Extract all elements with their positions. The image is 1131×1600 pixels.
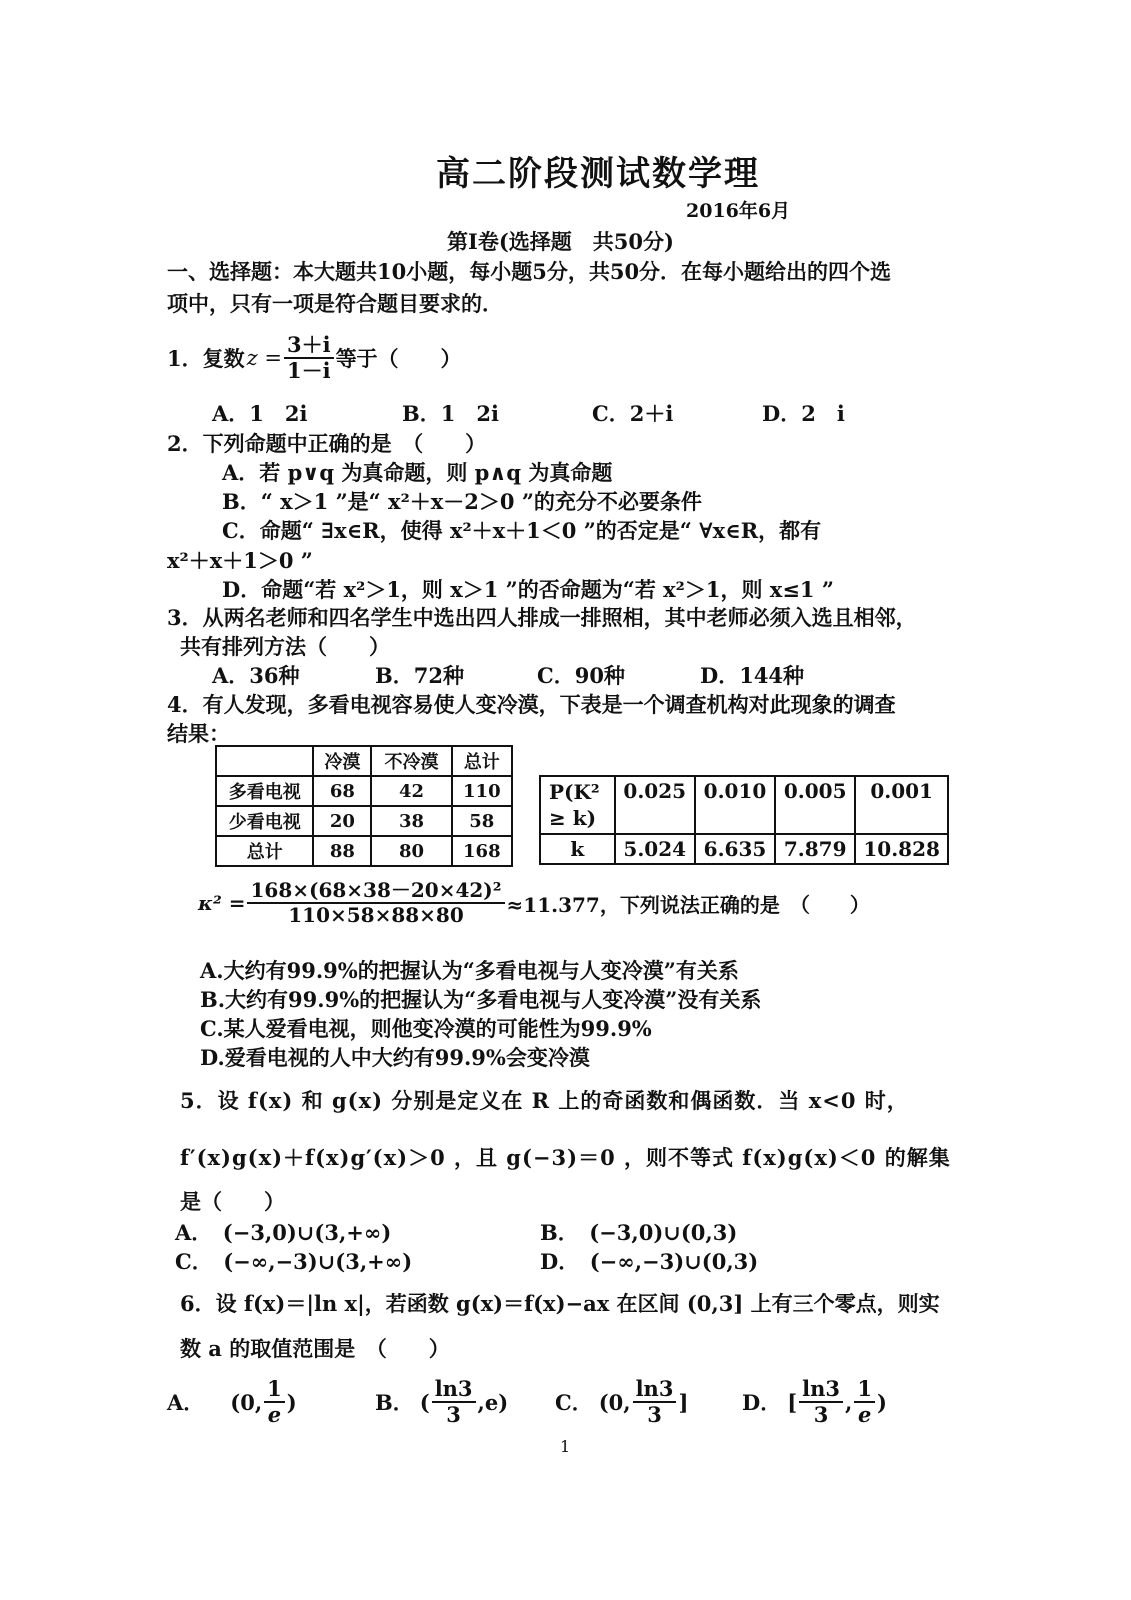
survey-table-header-cell: 总计 [452, 746, 512, 776]
q6-b-open: ( [419, 1389, 430, 1415]
p-value-cell: 0.025 [615, 776, 695, 834]
formula-numerator: 168×(68×38－20×42)² [247, 880, 504, 904]
table-cell: 20 [313, 806, 371, 836]
intro-line-1: 一、选择题：本大题共10小题，每小题5分，共50分．在每小题给出的四个选 [167, 259, 892, 284]
k-value-cell: 10.828 [855, 834, 948, 864]
question-1 [167, 334, 462, 382]
q6-c-fraction [633, 1378, 677, 1426]
k-value-cell: 6.635 [695, 834, 775, 864]
survey-table-header-cell: 不冷漠 [371, 746, 451, 776]
intro-line-2: 项中，只有一项是符合题目要求的． [167, 291, 503, 316]
q2-option-c-line2: x²＋x＋1＞0 ” [167, 548, 313, 573]
q3-option-c: C．90种 [537, 663, 625, 688]
q6-d-denominator-1: 3 [813, 1402, 829, 1428]
q5-option-a: A． (−3,0)∪(3,+∞) [175, 1220, 392, 1245]
q6-a-numerator: 1 [264, 1378, 285, 1403]
q2-stem: 2．下列命题中正确的是 （ ） [167, 431, 487, 456]
q1-suffix: 等于（ ） [335, 346, 462, 372]
k-value-cell: 5.024 [615, 834, 695, 864]
table-row [216, 776, 512, 806]
page-title: 高二阶段测试数学理 [436, 154, 760, 194]
survey-table-header-cell [216, 746, 313, 776]
table-cell: 42 [371, 776, 451, 806]
q6-c-label: C． [555, 1390, 593, 1416]
q6-d-fraction-1 [799, 1378, 843, 1426]
table-row [540, 776, 948, 834]
survey-table-header-row [216, 746, 512, 776]
survey-table [215, 745, 513, 867]
q1-z: z = [246, 346, 282, 371]
q6-d-denominator-2: e [857, 1402, 872, 1428]
q5-option-b: B． (−3,0)∪(0,3) [540, 1220, 738, 1245]
q6-c-denominator: 3 [647, 1402, 662, 1428]
p-label-line2: ≥ k) [549, 806, 597, 830]
q6-d-mid: , [845, 1389, 853, 1415]
q6-d-open: [ [787, 1389, 798, 1415]
survey-table-header-cell: 冷漠 [313, 746, 371, 776]
table-cell: 88 [313, 836, 371, 866]
q4-option-a: A.大约有99.9%的把握认为“多看电视与人变冷漠”有关系 [200, 958, 739, 983]
q5-option-d: D． (−∞,−3)∪(0,3) [540, 1249, 759, 1274]
formula-lhs: κ² = [198, 891, 246, 915]
q5-line2: f′(x)g(x)＋f(x)g′(x)＞0 ，且 g(−3)＝0 ，则不等式 f(x)g(x)＜0 的解集 [180, 1145, 951, 1170]
q2-option-b: B．“ x＞1 ”是“ x²＋x－2＞0 ”的充分不必要条件 [222, 489, 702, 514]
formula-rhs: ≈11.377，下列说法正确的是 （ ） [506, 892, 870, 917]
q4-stem-line1: 4．有人发现，多看电视容易使人变冷漠，下表是一个调查机构对此现象的调查 [167, 692, 896, 717]
exam-date: 2016年6月 [686, 200, 791, 222]
q6-d-close: ) [876, 1389, 887, 1415]
table-cell: 少看电视 [216, 806, 313, 836]
q4-option-b: B.大约有99.9%的把握认为“多看电视与人变冷漠”没有关系 [200, 987, 762, 1012]
q6-a-close: ) [286, 1389, 297, 1415]
q1-option-d: D．2 i [762, 401, 845, 426]
q6-b-label: B． [375, 1390, 414, 1416]
q6-b-close: ,e) [477, 1389, 509, 1415]
table-cell: 110 [452, 776, 512, 806]
q6-a-open: (0, [230, 1389, 263, 1415]
table-cell: 68 [313, 776, 371, 806]
q2-option-a: A．若 p∨q 为真命题，则 p∧q 为真命题 [222, 460, 613, 485]
q6-line2: 数 a 的取值范围是 （ ） [180, 1336, 450, 1361]
q3-stem-line2: 共有排列方法（ ） [180, 634, 390, 659]
q6-option-a [167, 1378, 297, 1426]
q6-d-numerator-2: 1 [854, 1378, 875, 1403]
q6-b-numerator: ln3 [432, 1378, 476, 1403]
table-cell: 168 [452, 836, 512, 866]
q6-a-label: A． [167, 1390, 205, 1416]
q4-option-d: D.爱看电视的人中大约有99.9%会变冷漠 [200, 1045, 590, 1070]
q6-b-denominator: 3 [446, 1402, 461, 1428]
q5-line3: 是（ ） [180, 1189, 285, 1214]
chi-square-formula [198, 880, 870, 926]
p-value-cell: 0.001 [855, 776, 948, 834]
q1-option-c: C．2＋i [592, 401, 674, 426]
p-label-line1: P(K² [549, 780, 600, 804]
table-cell: 总计 [216, 836, 313, 866]
q6-d-label: D． [742, 1390, 782, 1416]
q3-option-b: B．72种 [375, 663, 464, 688]
table-row [540, 834, 948, 864]
q6-option-d [742, 1378, 887, 1426]
q4-stem-line2: 结果： [167, 721, 230, 746]
table-cell: 多看电视 [216, 776, 313, 806]
q6-c-close: ] [678, 1389, 689, 1415]
p-label-cell [540, 776, 615, 834]
q1-option-a: A．1 2i [212, 401, 308, 426]
q1-option-b: B．1 2i [402, 401, 499, 426]
q1-denominator: 1－i [286, 358, 331, 384]
q1-numerator: 3＋i [284, 334, 334, 359]
q4-option-c: C.某人爱看电视，则他变冷漠的可能性为99.9% [200, 1016, 652, 1041]
table-cell: 58 [452, 806, 512, 836]
table-cell: 38 [371, 806, 451, 836]
section-heading: 第Ⅰ卷(选择题 共50分) [447, 229, 674, 254]
q3-option-a: A．36种 [212, 663, 300, 688]
k-label-cell: k [540, 834, 615, 864]
q6-option-b [375, 1378, 508, 1426]
q2-option-c-line1: C．命题“ ∃x∈R，使得 x²＋x＋1＜0 ”的否定是“ ∀x∈R，都有 [222, 518, 822, 543]
q6-b-fraction [432, 1378, 476, 1426]
table-cell: 80 [371, 836, 451, 866]
q3-stem-line1: 3．从两名老师和四名学生中选出四人排成一排照相，其中老师必须入选且相邻， [167, 605, 917, 630]
q5-line1: 5．设 f(x) 和 g(x) 分别是定义在 R 上的奇函数和偶函数．当 x<0 时， [180, 1088, 909, 1113]
q6-c-open: (0, [598, 1389, 631, 1415]
q5-option-c: C． (−∞,−3)∪(3,+∞) [175, 1249, 413, 1274]
q1-prefix: 1．复数 [167, 346, 245, 372]
critical-value-table [539, 775, 949, 865]
q6-d-fraction-2 [854, 1378, 875, 1426]
p-value-cell: 0.010 [695, 776, 775, 834]
q6-a-fraction [264, 1378, 285, 1426]
p-value-cell: 0.005 [775, 776, 855, 834]
formula-fraction [247, 880, 504, 926]
q6-a-denominator: e [267, 1402, 282, 1428]
q6-option-c [555, 1378, 688, 1426]
q2-option-d: D．命题“若 x²＞1，则 x＞1 ”的否命题为“若 x²＞1，则 x≤1 ” [222, 577, 834, 602]
q1-fraction [284, 334, 334, 382]
page-number: 1 [560, 1437, 571, 1456]
table-row [216, 806, 512, 836]
q6-d-numerator-1: ln3 [799, 1378, 843, 1403]
q6-line1: 6．设 f(x)＝|ln x|，若函数 g(x)＝f(x)−ax 在区间 (0,3] 上有三个零点，则实 [180, 1291, 940, 1316]
formula-denominator: 110×58×88×80 [288, 903, 464, 927]
k-value-cell: 7.879 [775, 834, 855, 864]
q6-c-numerator: ln3 [633, 1378, 677, 1403]
q3-option-d: D．144种 [700, 663, 805, 688]
table-row [216, 836, 512, 866]
